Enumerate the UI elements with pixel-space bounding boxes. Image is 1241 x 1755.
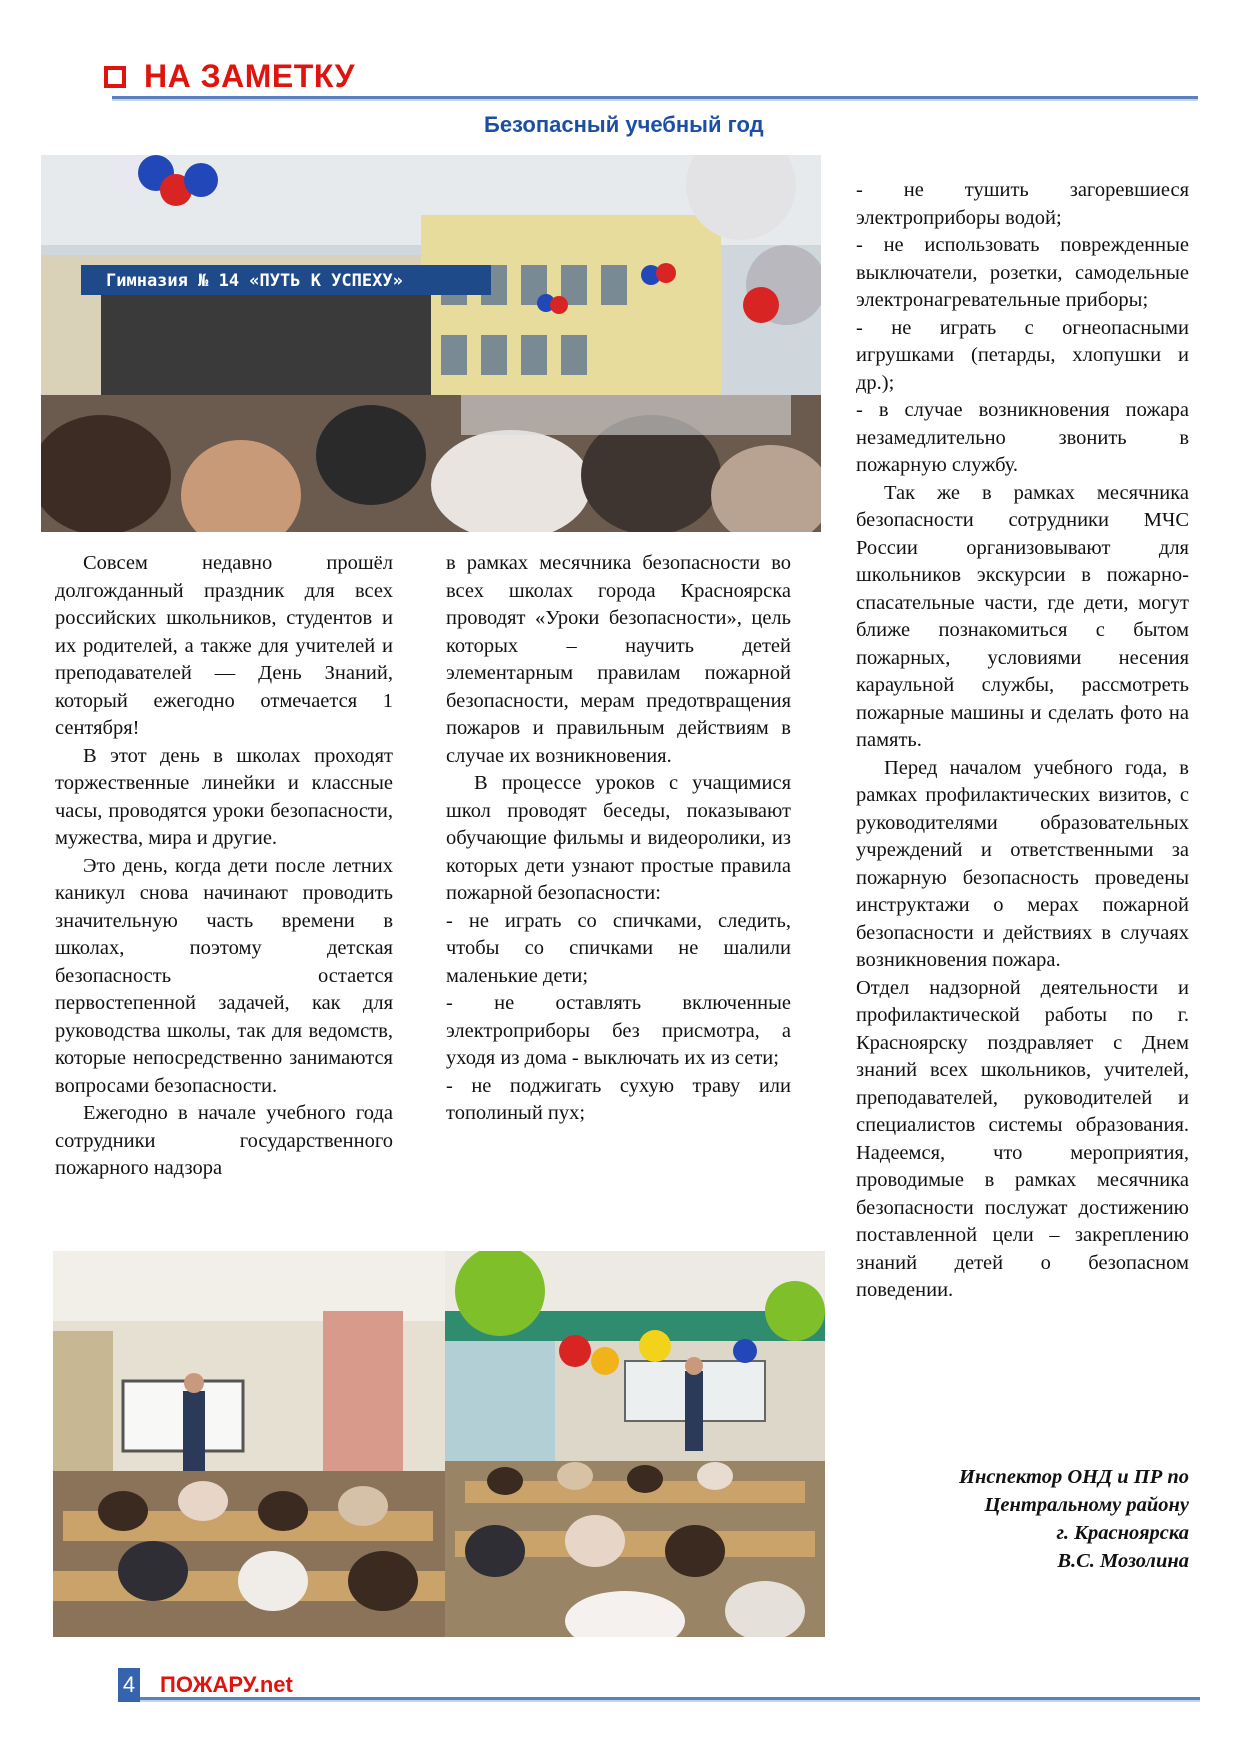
gymnasium-sign: Гимназия № 14 «ПУТЬ К УСПЕХУ» [106, 271, 403, 291]
rule-item: - не играть с огнеопасными игрушками (петарды, хлопушки и др.); [856, 316, 1189, 394]
rule-item: - не играть со спичками, следить, чтобы со спичками не шалили маленькие дети; [446, 909, 791, 987]
paragraph: В этот день в школах проходят торжественные линейки и классные часы, проводятся уроки безопасности, мужества, мира и другие. [55, 744, 393, 849]
classroom-lesson-photo-1 [53, 1251, 445, 1637]
paragraph: Перед началом учебного года, в рамках профилактических визитов, с руководителями образовательных учреждений и ответственными за пожарную безопасность проведены инструктажи о мерах пожарной безопасности и действиях в случаях возникновения пожара. [856, 756, 1189, 971]
article-column-1 [55, 550, 393, 1183]
header-divider [112, 96, 1198, 101]
paragraph: Так же в рамках месячника безопасности сотрудники МЧС России организовывают для школьников экскурсии в пожарно-спасательные части, где дети, могут ближе познакомиться с бытом пожарных, условиями несения караульной службы, рассмотреть пожарные машины и сделать фото на память. [856, 481, 1189, 751]
magazine-brand: ПОЖАРУ.net [160, 1672, 293, 1697]
author-signature [959, 1463, 1189, 1575]
paragraph: Ежегодно в начале учебного года сотрудники государственного пожарного надзора [55, 1102, 393, 1179]
classroom-image-2 [445, 1251, 825, 1637]
signature-line: Инспектор ОНД и ПР по [959, 1466, 1189, 1488]
checkbox-bullet-icon [104, 66, 126, 88]
page-number: 4 [118, 1668, 140, 1702]
section-header [104, 58, 355, 95]
school-ceremony-image [41, 155, 821, 532]
rule-item: - не поджигать сухую траву или тополиный пух; [446, 1074, 791, 1124]
article-column-3 [856, 177, 1189, 1305]
classroom-lesson-photo-2 [445, 1251, 825, 1637]
rule-item: - не оставлять включенные электроприборы без присмотра, а уходя из дома - выключать их из сети; [446, 992, 791, 1069]
paragraph: В процессе уроков с учащимися школ проводят беседы, показывают обучающие фильмы и видеоролики, из которых дети узнают простые правила пожарной безопасности: [446, 772, 791, 904]
paragraph: Совсем недавно прошёл долгожданный праздник для всех российских школьников, студентов и их родителей, а также для учителей и преподавателей — День Знаний, который ежегодно отмечается 1 сентября! [55, 552, 393, 739]
signature-line: г. Красноярска [1056, 1522, 1189, 1544]
article-title: Безопасный учебный год [484, 112, 764, 137]
classroom-image-1 [53, 1251, 445, 1637]
rule-item: - не использовать поврежденные выключатели, розетки, самодельные электронагревательные приборы; [856, 234, 1189, 311]
school-ceremony-photo [41, 155, 821, 532]
section-title: НА ЗАМЕТКУ [144, 58, 356, 94]
footer-divider [140, 1697, 1200, 1702]
signature-line: В.С. Мозолина [1057, 1550, 1189, 1572]
signature-line: Центральному району [984, 1494, 1189, 1516]
paragraph: в рамках месячника безопасности во всех школах города Красноярска проводят «Уроки безопасности», цель которых – научить детей элементарным правилам пожарной безопасности, мерам предотвращения пожаров и правильным действиям в случае их возникновения. [446, 552, 791, 767]
article-column-2 [446, 550, 791, 1128]
rule-item: - не тушить загоревшиеся электроприборы водой; [856, 179, 1189, 229]
paragraph: Отдел надзорной деятельности и профилактической работы по г. Красноярску поздравляет с Днем знаний всех школьников, учителей, преподавателей, руководителей и специалистов системы образования. Надеемся, что мероприятия, проводимые в рамках месячника безопасности послужат достижению поставленной цели – закреплению знаний детей о безопасном поведении. [856, 976, 1189, 1301]
paragraph: Это день, когда дети после летних каникул снова начинают проводить значительную часть времени в школах, поэтому детская безопасность остается первостепенной задачей, как для руководства школы, так для ведомств, которые непосредственно занимаются вопросами безопасности. [55, 854, 393, 1097]
rule-item: - в случае возникновения пожара незамедлительно звонить в пожарную службу. [856, 399, 1189, 476]
